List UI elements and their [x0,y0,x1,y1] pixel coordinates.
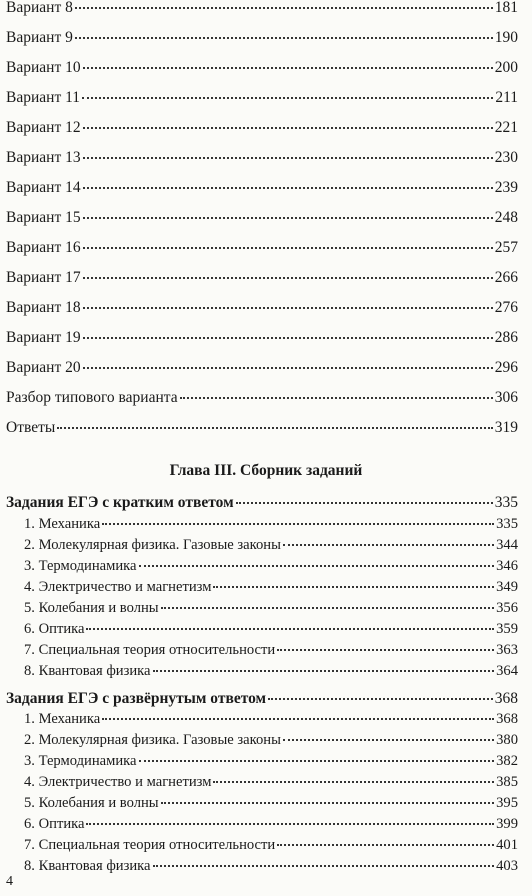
section-heading-page: 368 [494,690,518,707]
toc-subentry-page: 346 [496,558,518,574]
toc-entry [6,389,518,407]
toc-entry-page: 230 [494,149,518,166]
leader-dots [86,822,494,825]
toc-subentry [24,732,518,749]
toc-entry-label: Вариант 18 [6,299,81,316]
leader-dots [83,126,493,129]
toc-subentry-label: 1. Механика [24,711,101,727]
toc-entry-page: 181 [494,0,518,16]
toc-subentry-label: 2. Молекулярная физика. Газовые законы [24,732,281,748]
toc-entry-page: 200 [494,59,518,76]
toc-subentry-label: 6. Оптика [24,621,85,637]
toc-entry-label: Вариант 12 [6,119,81,136]
section-heading [6,690,518,708]
toc-entry-label: Вариант 17 [6,269,81,286]
leader-dots [83,366,493,369]
toc-subentry-page: 368 [496,711,518,727]
toc-subentry-page: 349 [496,579,518,595]
toc-entry [6,0,518,17]
toc-subentry [24,642,518,659]
toc-entry-label: Ответы [6,419,56,436]
toc-subentry-label: 5. Колебания и волны [24,600,159,616]
toc-subentry [24,753,518,770]
leader-dots [153,864,495,867]
leader-dots [83,66,493,69]
toc-entry-label: Вариант 19 [6,329,81,346]
section-heading-label: Задания ЕГЭ с развёрнутым ответом [6,690,267,707]
leader-dots [180,396,493,399]
leader-dots [83,246,493,249]
toc-entry [6,239,518,257]
toc-entry [6,329,518,347]
toc-entry [6,59,518,77]
toc-subentry-label: 5. Колебания и волны [24,795,159,811]
leader-dots [57,426,492,429]
toc-entry-label: Вариант 11 [6,89,81,106]
toc-entry-label: Разбор типового варианта [6,389,178,406]
toc-subentry [24,711,518,728]
section-heading-page: 335 [494,494,518,511]
toc-entry-page: 211 [495,89,518,106]
leader-dots [153,669,495,672]
toc-entry [6,269,518,287]
toc-subentry-page: 380 [496,732,518,748]
section-heading-label: Задания ЕГЭ с кратким ответом [6,494,234,511]
toc-entry-label: Вариант 10 [6,59,81,76]
leader-dots [236,501,493,504]
leader-dots [213,780,494,783]
toc-entry [6,149,518,167]
toc-entry-page: 306 [494,389,518,406]
toc-subentry [24,516,518,533]
toc-entry-label: Вариант 20 [6,359,81,376]
toc-entry-label: Вариант 16 [6,239,81,256]
chapter-title: Глава III. Сборник заданий [169,462,363,479]
toc-subentry-page: 385 [496,774,518,790]
toc-subentry [24,774,518,791]
leader-dots [82,96,493,99]
section-heading [6,494,518,512]
leader-dots [102,717,494,720]
toc-subentry-page: 382 [496,753,518,769]
toc-subentry-label: 4. Электричество и магнетизм [24,579,212,595]
toc-subentry-page: 364 [496,663,518,679]
toc-entry-page: 248 [494,209,518,226]
leader-dots [161,801,495,804]
toc-subentry-page: 359 [496,621,518,637]
leader-dots [139,564,495,567]
leader-dots [83,216,493,219]
leader-dots [83,306,493,309]
toc-entry-page: 319 [494,419,518,436]
toc-entry-page: 190 [494,29,518,46]
leader-dots [86,627,494,630]
toc-entry [6,89,518,107]
toc-entry-page: 239 [494,179,518,196]
toc-subentry-page: 401 [496,837,518,853]
toc-subentry [24,816,518,833]
leader-dots [83,186,493,189]
toc-entry [6,119,518,137]
leader-dots [83,276,493,279]
toc-subentry-page: 399 [496,816,518,832]
page-number: 4 [6,874,13,889]
toc-subentry [24,663,518,680]
toc-subentry-label: 7. Специальная теория относительности [24,837,276,853]
toc-entry-page: 257 [494,239,518,256]
toc-entry-page: 221 [494,119,518,136]
toc-entry-page: 276 [494,299,518,316]
toc-subentry-page: 403 [496,858,518,874]
toc-subentry-label: 8. Квантовая физика [24,858,151,874]
toc-entry-label: Вариант 9 [6,29,73,46]
toc-entry-label: Вариант 13 [6,149,81,166]
toc-subentry-page: 356 [496,600,518,616]
toc-entry-label: Вариант 14 [6,179,81,196]
toc-entry-label: Вариант 8 [6,0,73,16]
leader-dots [75,6,493,9]
toc-subentry [24,558,518,575]
toc-entry [6,419,518,437]
leader-dots [277,648,494,651]
toc-subentry-label: 6. Оптика [24,816,85,832]
toc-subentry [24,858,518,875]
toc-subentry-page: 395 [496,795,518,811]
toc-subentry [24,600,518,617]
leader-dots [277,843,494,846]
toc-subentry [24,579,518,596]
toc-subentry-label: 3. Термодинамика [24,753,137,769]
toc-subentry-label: 4. Электричество и магнетизм [24,774,212,790]
toc-entry [6,209,518,227]
leader-dots [213,585,494,588]
leader-dots [283,543,494,546]
leader-dots [161,606,495,609]
toc-entry-label: Вариант 15 [6,209,81,226]
toc-entry-page: 286 [494,329,518,346]
toc-entry-page: 266 [494,269,518,286]
leader-dots [139,759,495,762]
toc-entry [6,299,518,317]
toc-entry [6,29,518,47]
leader-dots [75,36,493,39]
toc-subentry-page: 344 [496,537,518,553]
toc-subentry-label: 8. Квантовая физика [24,663,151,679]
leader-dots [283,738,494,741]
leader-dots [83,336,493,339]
toc-subentry-label: 3. Термодинамика [24,558,137,574]
toc-subentry [24,837,518,854]
toc-subentry-label: 2. Молекулярная физика. Газовые законы [24,537,281,553]
toc-subentry-label: 1. Механика [24,516,101,532]
toc-subentry-page: 335 [496,516,518,532]
leader-dots [268,697,493,700]
leader-dots [83,156,493,159]
toc-subentry-page: 363 [496,642,518,658]
toc-subentry [24,621,518,638]
toc-entry [6,179,518,197]
toc-entry [6,359,518,377]
toc-entry-page: 296 [494,359,518,376]
toc-subentry [24,537,518,554]
toc-subentry [24,795,518,812]
leader-dots [102,522,494,525]
toc-subentry-label: 7. Специальная теория относительности [24,642,276,658]
